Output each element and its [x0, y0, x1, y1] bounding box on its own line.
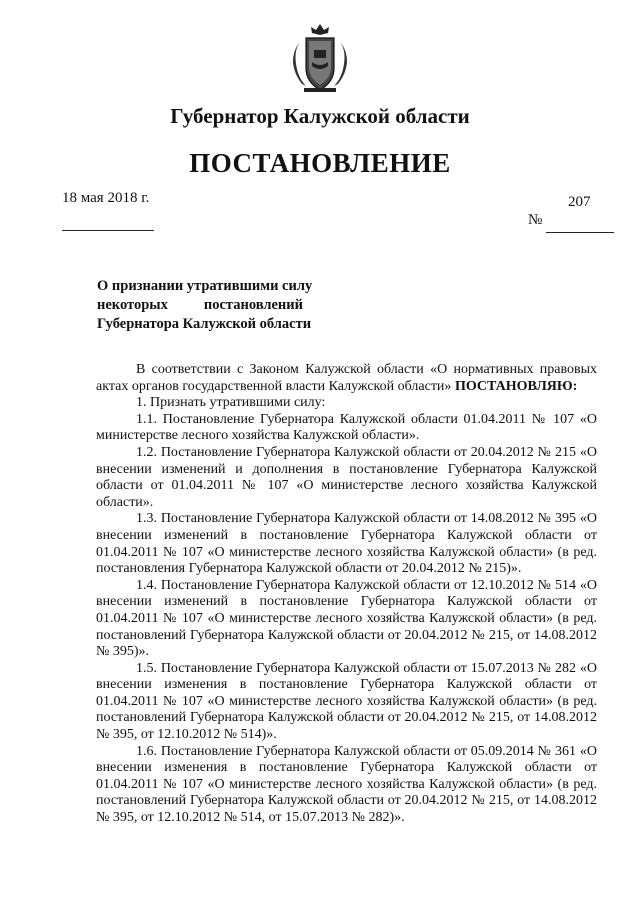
subject-line-2: некоторых постановлений	[97, 297, 303, 313]
item-1-5: 1.5. Постановление Губернатора Калужской области от 15.07.2013 № 282 «О внесении изменения в постановление Губернатора Калужской области от 01.04.2011 № 107 «О министерстве лесного хозяйства Калужской области» (в ред. постановлений Губернатора Калужской области от 20.04.2012 № 215, от 14.08.2012 № 395, от 12.10.2012 № 514)».	[96, 660, 597, 743]
intro-paragraph	[96, 362, 597, 395]
item-1-3: 1.3. Постановление Губернатора Калужской области от 14.08.2012 № 395 «О внесении изменений в постановление Губернатора Калужской области от 01.04.2011 № 107 «О министерстве лесного хозяйства Калужской области» (в ред. постановления Губернатора Калужской области от 20.04.2012 № 215)».	[96, 511, 597, 577]
issuer-title: Губернатор Калужской области	[170, 104, 470, 128]
subject-line-3: Губернатора Калужской области	[97, 316, 312, 332]
subject-line-1: О признании утратившими силу	[97, 278, 313, 294]
date-underline	[62, 230, 154, 231]
number-underline	[546, 232, 614, 233]
number-sign: №	[528, 212, 543, 228]
item-1-4: 1.4. Постановление Губернатора Калужской области от 12.10.2012 № 514 «О внесении изменений в постановление Губернатора Калужской области от 01.04.2011 № 107 «О министерстве лесного хозяйства Калужской области» (в ред. постановлений Губернатора Калужской области от 20.04.2012 № 215, от 14.08.2012 № 395)».	[96, 577, 597, 660]
document-subject	[97, 277, 313, 334]
document-date: 18 мая 2018 г.	[62, 190, 150, 206]
item-1-2: 1.2. Постановление Губернатора Калужской области от 20.04.2012 № 215 «О внесении изменений и дополнения в постановление Губернатора Калужской области от 01.04.2011 № 107 «О министерстве лесного хозяйства Калужской области».	[96, 444, 597, 510]
item-1: 1. Признать утратившими силу:	[136, 395, 326, 411]
resolve-keyword: ПОСТАНОВЛЯЮ:	[454, 378, 578, 394]
item-1-1: 1.1. Постановление Губернатора Калужской области 01.04.2011 № 107 «О министерстве лесного хозяйства Калужской области».	[96, 411, 597, 444]
document-type: ПОСТАНОВЛЕНИЕ	[189, 148, 451, 178]
intro-text: В соответствии с Законом Калужской области «О нормативных правовых актах органов государственной власти Калужской области»	[96, 362, 597, 394]
document-number: 207	[568, 194, 591, 210]
document-body	[96, 362, 597, 827]
item-1-6: 1.6. Постановление Губернатора Калужской области от 05.09.2014 № 361 «О внесении изменения в постановление Губернатора Калужской области от 01.04.2011 № 107 «О министерстве лесного хозяйства Калужской области» (в ред. постановлений Губернатора Калужской области от 20.04.2012 № 215, от 14.08.2012 № 395, от 12.10.2012 № 514, от 15.07.2013 № 282)».	[96, 743, 597, 826]
coat-of-arms-icon	[292, 22, 348, 96]
